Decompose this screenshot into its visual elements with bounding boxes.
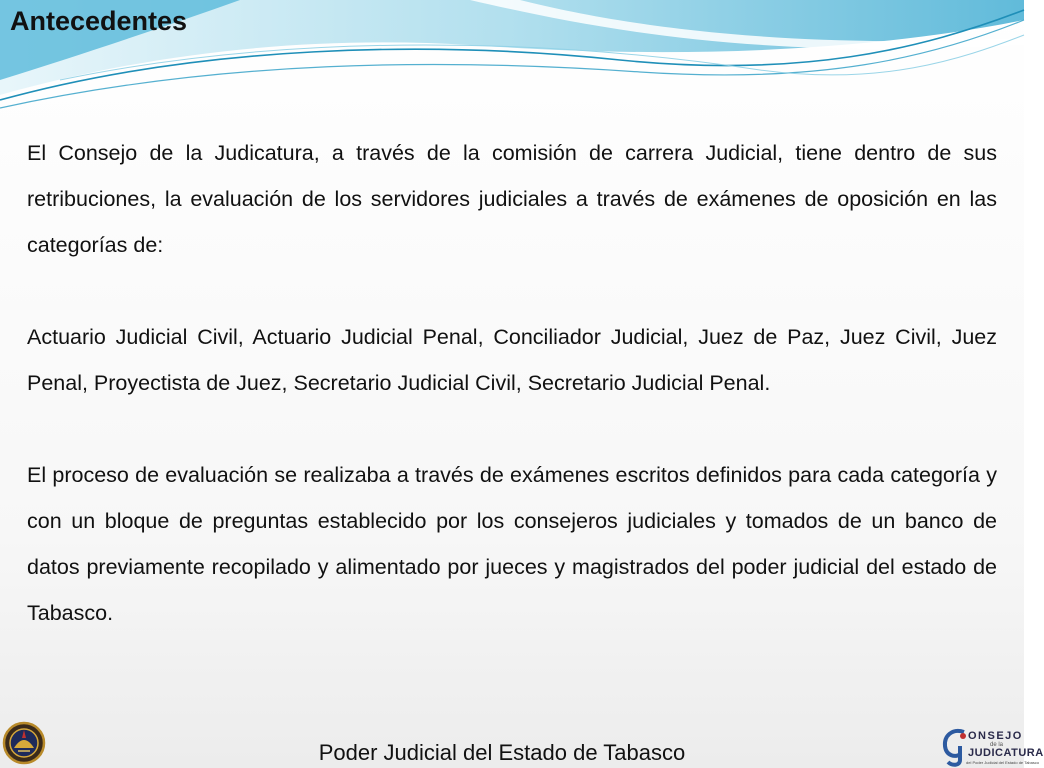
footer xyxy=(0,740,1024,766)
consejo-judicatura-logo xyxy=(940,726,1044,768)
logo-text-consejo: ONSEJO xyxy=(968,730,1023,742)
footer-text: Poder Judicial del Estado de Tabasco xyxy=(318,740,686,765)
slide-body xyxy=(27,130,997,682)
logo-text-judicatura: JUDICATURA xyxy=(968,747,1044,759)
paragraph-categorias: Actuario Judicial Civil, Actuario Judicial Penal, Conciliador Judicial, Juez de Paz, Juez Civil, Juez Penal, Proyectista de Juez, Secretario Judicial Civil, Secretario Judicial Penal. xyxy=(27,325,997,395)
paragraph-antecedentes-intro: El Consejo de la Judicatura, a través de la comisión de carrera Judicial, tiene dentro de sus retribuciones, la evaluación de los servidores judiciales a través de exámenes de oposición en las categorías de: xyxy=(27,141,997,257)
logo-text-subtitle: del Poder Judicial del Estado de Tabasco xyxy=(966,760,1040,765)
paragraph-proceso-evaluacion: El proceso de evaluación se realizaba a través de exámenes escritos definidos para cada categoría y con un bloque de preguntas establecido por los consejeros judiciales y tomados de un banco de datos previamente recopilado y alimentado por jueces y magistrados del poder judicial del estado de Tabasco. xyxy=(27,463,997,625)
slide-title: Antecedentes xyxy=(10,6,188,36)
logo-text-de-la: de la xyxy=(990,742,1004,748)
